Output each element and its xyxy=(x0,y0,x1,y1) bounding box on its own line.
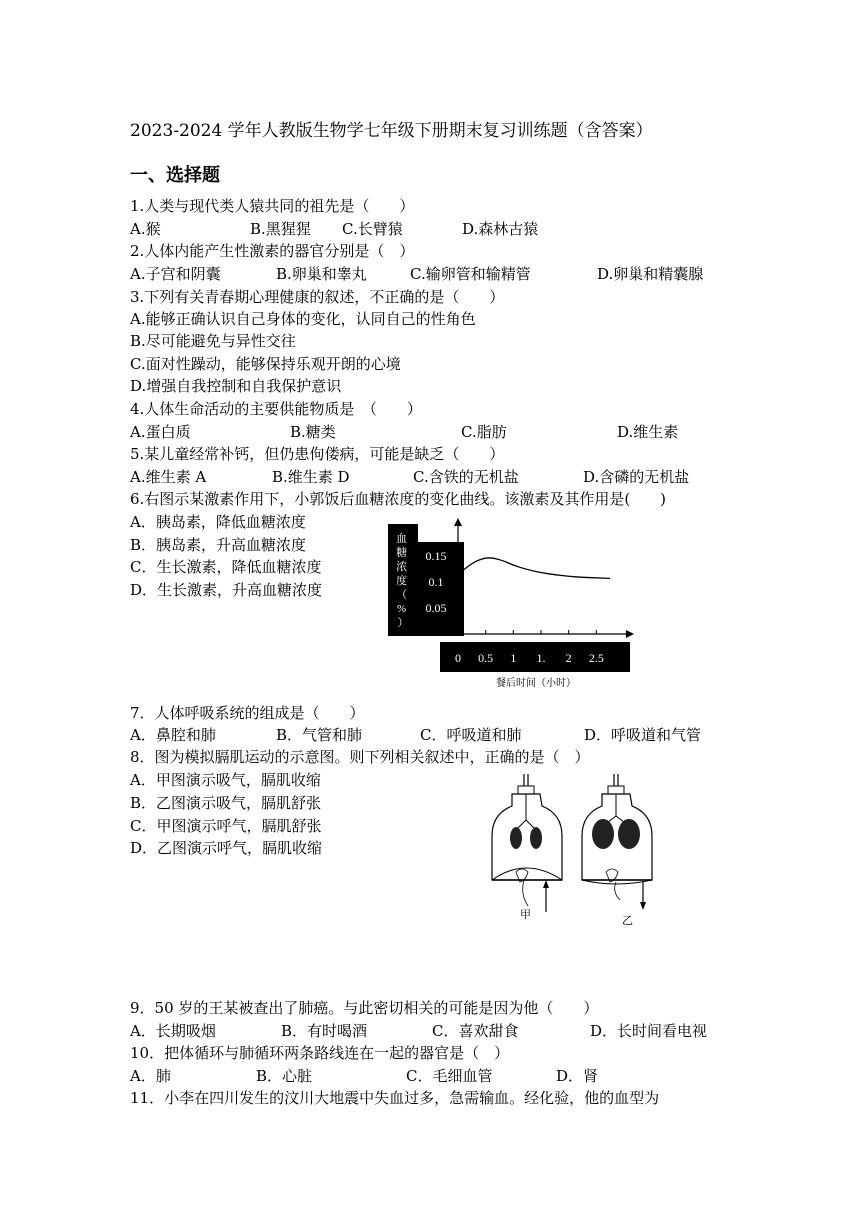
question-10-option-c: C．毛细血管 xyxy=(406,1067,493,1085)
x-axis-arrow xyxy=(626,630,634,638)
question-1-option-c: C.长臂猿 xyxy=(342,220,403,238)
question-2-option-a: A.子宫和阴囊 xyxy=(130,265,221,283)
question-1-option-d: D.森林古猿 xyxy=(462,220,539,238)
question-3-stem: 3.下列有关青春期心理健康的叙述，不正确的是（ ） xyxy=(130,288,505,306)
question-5-option-c: C.含铁的无机盐 xyxy=(413,468,519,486)
question-1-stem: 1.人类与现代类人猿共同的祖先是（ ） xyxy=(130,197,415,215)
question-3-option-b: B.尽可能避免与异性交往 xyxy=(130,332,296,350)
xtick-label: 2.5 xyxy=(588,651,604,665)
ylabel-text: 血 糖 浓 度 （ % ） xyxy=(396,533,409,629)
question-7-option-a: A．鼻腔和肺 xyxy=(130,726,216,744)
question-8-option-c: C．甲图演示呼气，膈肌舒张 xyxy=(130,817,322,835)
question-1-option-a: A.猴 xyxy=(130,220,161,238)
bell-jar-left xyxy=(492,774,562,912)
question-10-option-a: A．肺 xyxy=(130,1067,171,1085)
question-4-option-c: C.脂肪 xyxy=(461,423,507,441)
blood-sugar-curve xyxy=(458,558,610,578)
question-11-stem: 11．小李在四川发生的汶川大地震中失血过多，急需输血。经化验，他的血型为 xyxy=(130,1089,660,1107)
question-9-option-b: B．有时喝酒 xyxy=(281,1022,368,1040)
question-6-option-c: C．生长激素，降低血糖浓度 xyxy=(130,558,322,576)
question-2-option-b: B.卵巢和睾丸 xyxy=(276,265,367,283)
question-8-stem: 8．图为模拟膈肌运动的示意图。则下列相关叙述中，正确的是（ ） xyxy=(130,748,590,766)
xtick-label: 1. xyxy=(536,651,546,665)
question-4-option-b: B.糖类 xyxy=(290,423,336,441)
question-8-option-b: B．乙图演示吸气，膈肌舒张 xyxy=(130,794,322,812)
question-5-option-a: A.维生素 A xyxy=(130,468,207,486)
question-7-option-d: D．呼吸道和气管 xyxy=(584,726,702,744)
xlabel-text: 餐后时间（小时） xyxy=(496,678,576,689)
question-8-option-d: D．乙图演示呼气，膈肌收缩 xyxy=(130,839,323,857)
question-9-option-c: C．喜欢甜食 xyxy=(432,1022,519,1040)
question-9-option-a: A．长期吸烟 xyxy=(130,1022,216,1040)
question-6-option-a: A．胰岛素，降低血糖浓度 xyxy=(130,513,306,531)
question-5-stem: 5.某儿童经常补钙，但仍患佝偻病，可能是缺乏（ ） xyxy=(130,445,505,463)
y-axis-arrow xyxy=(454,518,462,526)
question-2-option-d: D.卵巢和精囊腺 xyxy=(597,265,704,283)
blood-sugar-chart xyxy=(388,516,638,692)
question-2-stem: 2.人体内能产生性激素的器官分别是（ ） xyxy=(130,242,415,260)
question-10-option-d: D．肾 xyxy=(556,1067,599,1085)
question-3-option-d: D.增强自我控制和自我保护意识 xyxy=(130,377,342,395)
question-6-option-b: B．胰岛素，升高血糖浓度 xyxy=(130,536,307,554)
xtick-label: 0.5 xyxy=(478,651,494,665)
question-4-option-d: D.维生素 xyxy=(617,423,679,441)
question-4-option-a: A.蛋白质 xyxy=(130,423,191,441)
question-2-option-c: C.输卵管和输精管 xyxy=(410,265,531,283)
xtick-label: 2 xyxy=(565,651,572,665)
question-9-option-d: D．长时间看电视 xyxy=(590,1022,708,1040)
question-10-option-b: B．心脏 xyxy=(256,1067,313,1085)
ytick-label: 0.15 xyxy=(425,549,447,563)
question-3-option-a: A.能够正确认识自己身体的变化，认同自己的性角色 xyxy=(130,310,476,328)
xtick-label: 0 xyxy=(455,651,461,665)
section-heading: 一、选择题 xyxy=(130,165,220,186)
question-5-option-b: B.维生素 D xyxy=(272,468,350,486)
question-6-option-d: D．生长激素，升高血糖浓度 xyxy=(130,581,323,599)
ytick-label: 0.05 xyxy=(425,601,447,615)
question-3-option-c: C.面对性躁动，能够保持乐观开朗的心境 xyxy=(130,355,401,373)
question-1-option-b: B.黑猩猩 xyxy=(250,220,311,238)
figure-label-right: 乙 xyxy=(622,915,633,927)
question-9-stem: 9．50 岁的王某被查出了肺癌。与此密切相关的可能是因为他（ ） xyxy=(130,999,599,1017)
question-6-stem: 6.右图示某激素作用下，小郭饭后血糖浓度的变化曲线。该激素及其作用是( ) xyxy=(130,490,667,508)
document-title: 2023-2024 学年人教版生物学七年级下册期末复习训练题（含答案） xyxy=(130,121,653,141)
xtick-label: 1 xyxy=(510,651,517,665)
question-7-option-b: B．气管和肺 xyxy=(276,726,363,744)
question-5-option-d: D.含磷的无机盐 xyxy=(583,468,690,486)
question-4-stem: 4.人体生命活动的主要供能物质是 （ ） xyxy=(130,400,422,418)
diaphragm-model-figure xyxy=(488,772,668,930)
question-8-option-a: A．甲图演示吸气，膈肌收缩 xyxy=(130,771,321,789)
bell-jar-right xyxy=(582,774,652,910)
figure-label-left: 甲 xyxy=(520,909,531,921)
question-7-stem: 7．人体呼吸系统的组成是（ ） xyxy=(130,704,365,722)
question-10-stem: 10．把体循环与肺循环两条路线连在一起的器官是（ ） xyxy=(130,1044,510,1062)
question-7-option-c: C．呼吸道和肺 xyxy=(420,726,522,744)
ytick-label: 0.1 xyxy=(428,575,444,589)
